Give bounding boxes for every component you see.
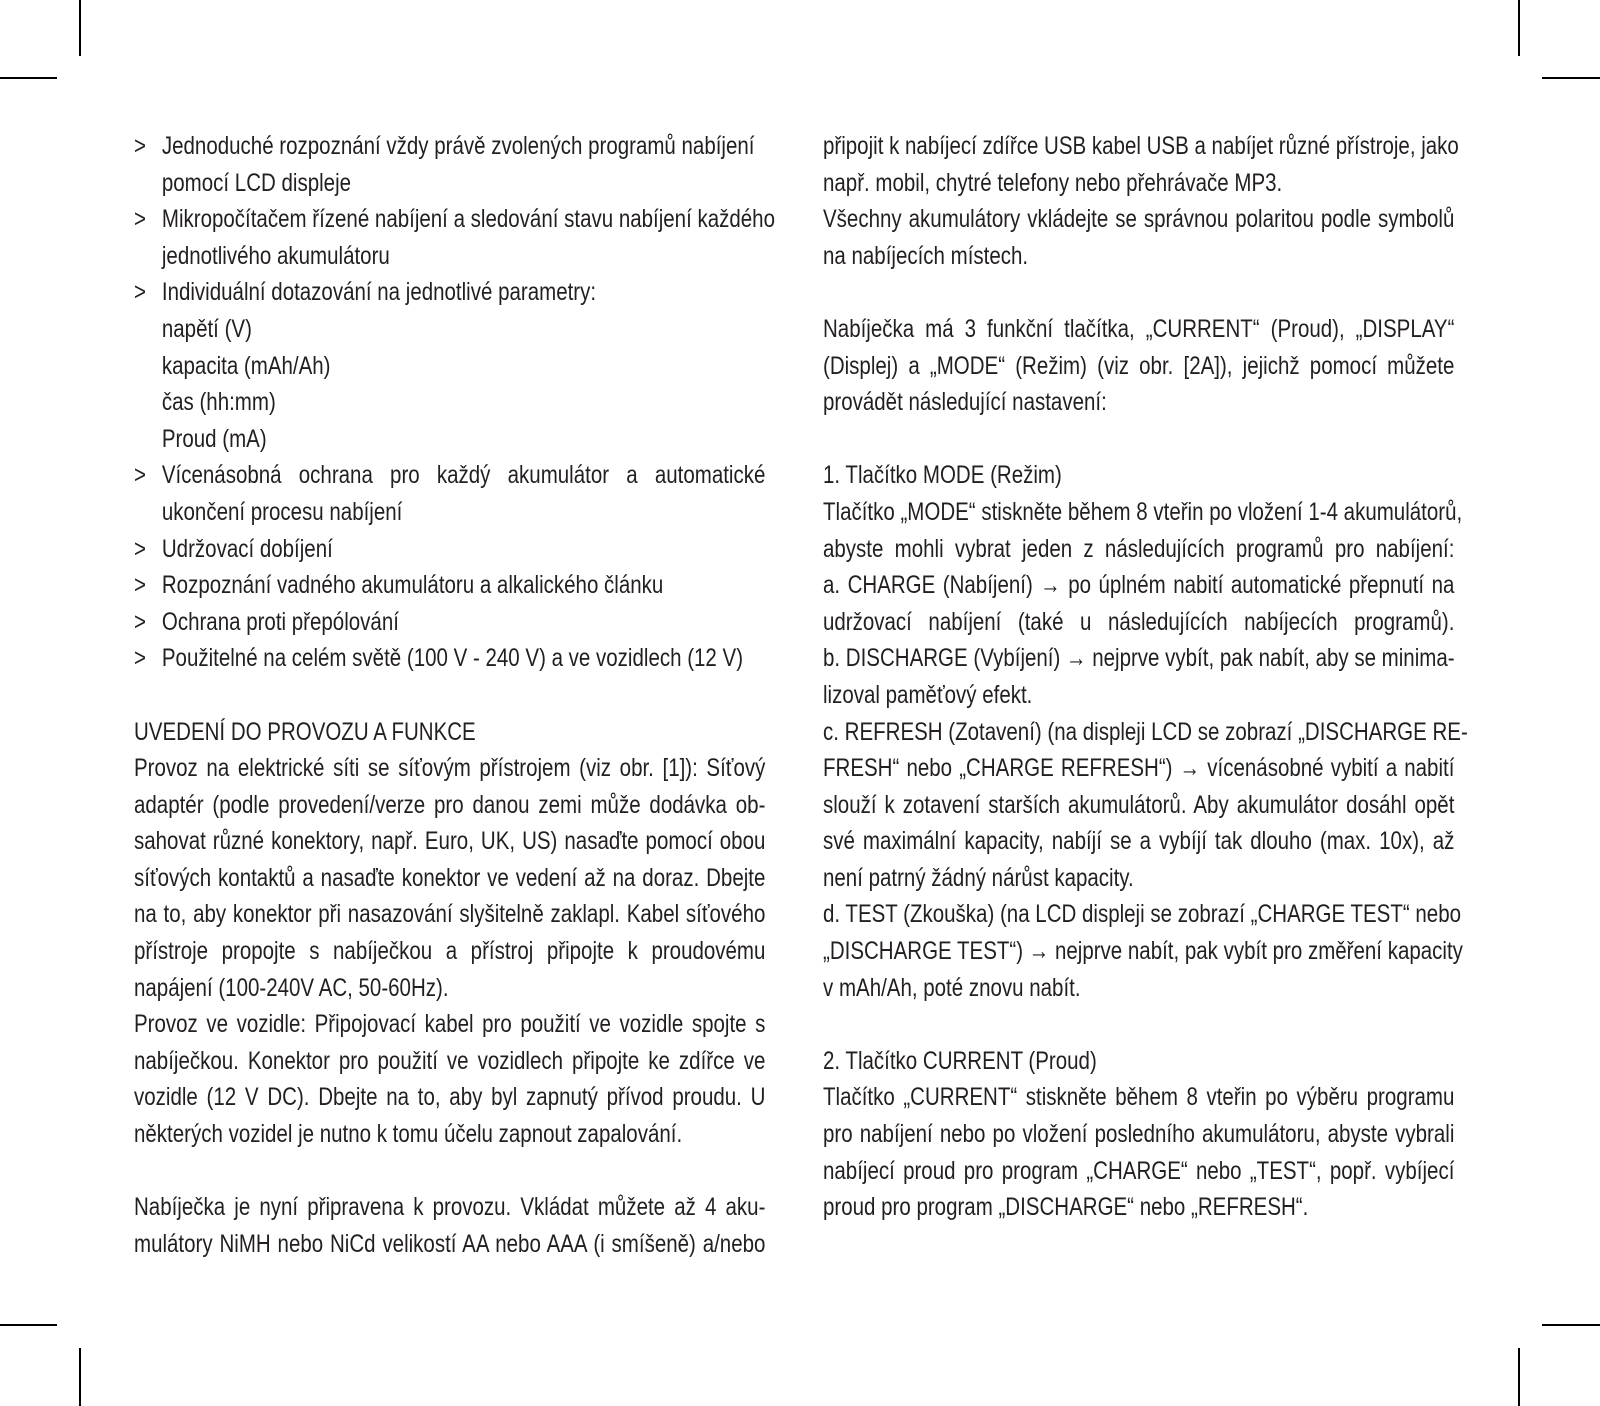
buttons-paragraph [823, 311, 1454, 421]
bullet-marker: > [134, 461, 146, 490]
feature-text: Mikropočítačem řízené nabíjení a sledování stavu nabíjení každého [161, 205, 775, 234]
paragraph-line: nabíjecí proud pro program „CHARGE“ nebo „TEST“, popř. vybíjecí [823, 1156, 1455, 1185]
crop-mark-bottom-left-horizontal [0, 1324, 57, 1326]
feature-item [134, 457, 765, 494]
left-column [134, 128, 775, 1262]
feature-text-continued: pomocí LCD displeje [161, 168, 352, 197]
paragraph-line: na to, aby konektor při nasazování slyšitelně zaklapl. Kabel síťového [134, 900, 766, 929]
paragraph-line: síťových kontaktů a nasaďte konektor ve vedení až na doraz. Dbejte [134, 863, 766, 892]
feature-item [134, 604, 765, 641]
bullet-marker: > [134, 607, 146, 636]
paragraph-line: c. REFRESH (Zotavení) (na displeji LCD se zobrazí „DISCHARGE RE- [823, 717, 1468, 746]
paragraph-line: abyste mohli vybrat jeden z následujících programů pro nabíjení: [823, 534, 1455, 563]
paragraph-line: Nabíječka má 3 funkční tlačítka, „CURRENT“ (Proud), „DISPLAY“ [823, 314, 1455, 343]
paragraph-line: připojit k nabíjecí zdířce USB kabel USB a nabíjet různé přístroje, jako [823, 132, 1459, 160]
feature-text: Individuální dotazování na jednotlivé parametry: [161, 278, 597, 307]
paragraph-line: lizoval paměťový efekt. [823, 680, 1033, 709]
mode-button-heading: 1. Tlačítko MODE (Režim) [823, 461, 1062, 490]
polarity-paragraph [823, 201, 1454, 274]
paragraph-line: Nabíječka je nyní připravena k provozu. Vkládat můžete až 4 aku- [134, 1193, 766, 1222]
bullet-marker: > [134, 278, 146, 307]
mode-button-paragraph [823, 494, 1468, 1006]
paragraph-line: např. mobil, chytré telefony nebo přehrávače MP3. [823, 168, 1283, 197]
feature-text-continued: ukončení procesu nabíjení [161, 497, 403, 526]
feature-text: Rozpoznání vadného akumulátoru a alkalického článku [161, 571, 664, 600]
feature-text: Udržovací dobíjení [161, 534, 333, 563]
paragraph-line: nabíječkou. Konektor pro použití ve vozidlech připojte ke zdířce ve [134, 1046, 766, 1075]
feature-text: Použitelné na celém světě (100 V - 240 V) a ve vozidlech (12 V) [161, 644, 744, 673]
feature-text: Vícenásobná ochrana pro každý akumulátor a automatické [161, 461, 766, 490]
bullet-marker: > [134, 534, 146, 563]
paragraph-line: pro nabíjení nebo po vložení posledního akumulátoru, abyste vybrali [823, 1120, 1455, 1149]
paragraph-line: (Displej) a „MODE“ (Režim) (viz obr. [2A]), jejichž pomocí můžete [823, 351, 1455, 380]
bullet-marker: > [134, 644, 146, 673]
parameter-voltage: napětí (V) [161, 314, 252, 343]
paragraph-line: b. DISCHARGE (Vybíjení) → nejprve vybít, pak nabít, aby se minima- [823, 644, 1455, 673]
mains-operation-paragraph [134, 750, 765, 1006]
paragraph-line: udržovací nabíjení (také u následujících nabíjecích programů). [823, 607, 1455, 636]
feature-text-continued: jednotlivého akumulátoru [161, 241, 390, 270]
feature-text: Ochrana proti přepólování [161, 607, 399, 636]
ready-paragraph [134, 1189, 765, 1262]
paragraph-line: adaptér (podle provedení/verze pro danou zemi může dodávka ob- [134, 790, 766, 819]
crop-mark-top-left-vertical [79, 0, 81, 56]
bullet-marker: > [134, 132, 146, 160]
paragraph-line: sahovat různé konektory, např. Euro, UK, US) nasaďte pomocí obou [134, 827, 766, 856]
current-button-heading: 2. Tlačítko CURRENT (Proud) [823, 1046, 1097, 1075]
paragraph-line: provádět následující nastavení: [823, 388, 1107, 417]
parameter-current: Proud (mA) [161, 424, 267, 453]
paragraph-line: přístroje propojte s nabíječkou a přístroj připojte k proudovému [134, 937, 766, 966]
paragraph-line: Provoz na elektrické síti se síťovým přístrojem (viz obr. [1]): Síťový [134, 754, 766, 783]
paragraph-line: slouží k zotavení starších akumulátorů. Aby akumulátor dosáhl opět [823, 790, 1455, 819]
parameter-time: čas (hh:mm) [161, 388, 276, 417]
paragraph-line: d. TEST (Zkouška) (na LCD displeji se zobrazí „CHARGE TEST“ nebo [823, 900, 1462, 929]
paragraph-line: proud pro program „DISCHARGE“ nebo „REFRESH“. [823, 1193, 1309, 1222]
feature-item [134, 274, 765, 311]
crop-mark-top-right-horizontal [1542, 77, 1600, 79]
paragraph-line: některých vozidel je nutno k tomu účelu zapnout zapalování. [134, 1120, 683, 1149]
feature-list [134, 128, 775, 677]
paragraph-line: a. CHARGE (Nabíjení) → po úplném nabití automatické přepnutí na [823, 571, 1455, 600]
section-heading: UVEDENÍ DO PROVOZU A FUNKCE [134, 717, 476, 746]
right-column [823, 128, 1468, 1226]
paragraph-line: na nabíjecích místech. [823, 241, 1029, 270]
feature-item [134, 640, 765, 677]
bullet-marker: > [134, 571, 146, 600]
feature-text: Jednoduché rozpoznání vždy právě zvolených programů nabíjení [161, 132, 755, 160]
paragraph-line: FRESH“ nebo „CHARGE REFRESH“) → vícenásobné vybití a nabití [823, 754, 1455, 783]
vehicle-operation-paragraph [134, 1006, 765, 1152]
paragraph-line: v mAh/Ah, poté znovu nabít. [823, 973, 1081, 1002]
crop-mark-top-left-horizontal [0, 77, 57, 79]
parameter-capacity: kapacita (mAh/Ah) [161, 351, 331, 380]
feature-item [134, 201, 775, 238]
paragraph-line: Tlačítko „CURRENT“ stiskněte během 8 vteřin po výběru programu [823, 1083, 1455, 1112]
crop-mark-top-right-vertical [1518, 0, 1520, 56]
usb-paragraph [823, 128, 1459, 201]
paragraph-line: napájení (100-240V AC, 50-60Hz). [134, 973, 449, 1002]
paragraph-line: není patrný žádný nárůst kapacity. [823, 863, 1134, 892]
paragraph-line: své maximální kapacity, nabíjí se a vybíjí tak dlouho (max. 10x), až [823, 827, 1455, 856]
feature-item [134, 567, 765, 604]
crop-mark-bottom-right-vertical [1518, 1348, 1520, 1406]
current-button-paragraph [823, 1079, 1454, 1225]
crop-mark-bottom-left-vertical [79, 1348, 81, 1406]
paragraph-line: Provoz ve vozidle: Připojovací kabel pro použití ve vozidle spojte s [134, 1010, 766, 1039]
bullet-marker: > [134, 205, 146, 234]
paragraph-line: vozidle (12 V DC). Dbejte na to, aby byl zapnutý přívod proudu. U [134, 1083, 766, 1112]
feature-item [134, 531, 765, 568]
paragraph-line: mulátory NiMH nebo NiCd velikostí AA nebo AAA (i smíšeně) a/nebo [134, 1229, 766, 1258]
paragraph-line: Všechny akumulátory vkládejte se správnou polaritou podle symbolů [823, 205, 1455, 234]
paragraph-line: Tlačítko „MODE“ stiskněte během 8 vteřin po vložení 1-4 akumulátorů, [823, 497, 1463, 526]
crop-mark-bottom-right-horizontal [1542, 1324, 1600, 1326]
paragraph-line: „DISCHARGE TEST“) → nejprve nabít, pak vybít pro změření kapacity [823, 937, 1463, 966]
feature-item [134, 128, 765, 165]
